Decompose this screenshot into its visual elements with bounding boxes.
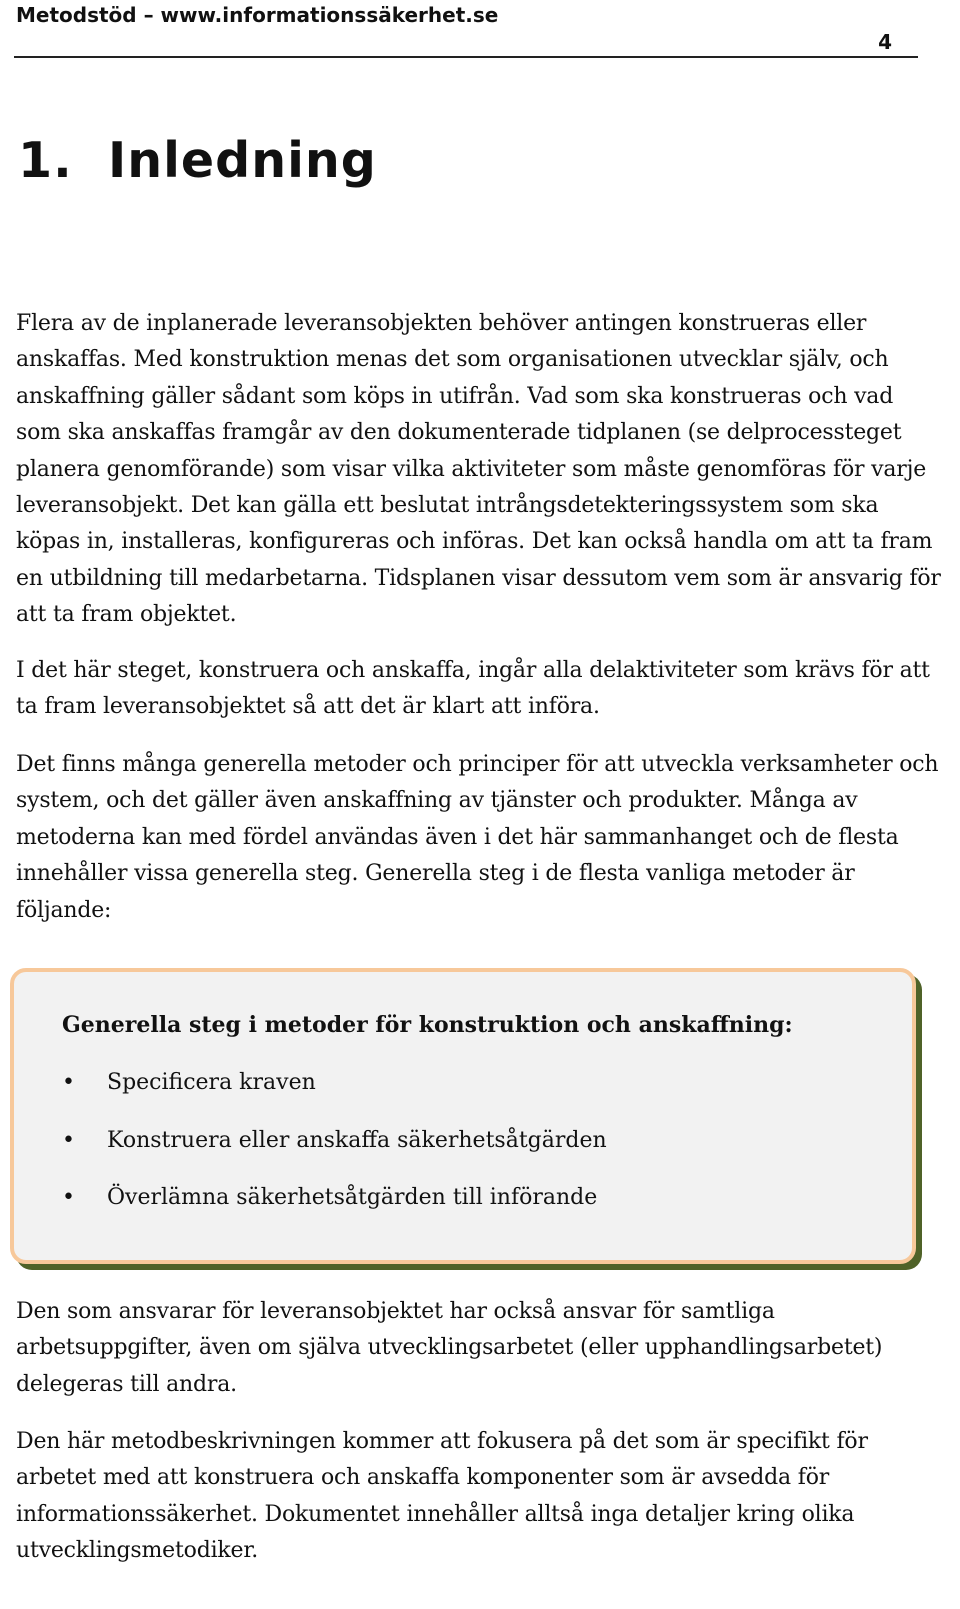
list-item-text: Överlämna säkerhetsåtgärden till införande [107,1185,598,1210]
bullet-icon: • [62,1185,75,1210]
body-paragraph: Den som ansvarar för leveransobjektet har också ansvar för samtliga arbetsuppgifter, även om själva utvecklingsarbetet (eller upphandlingsarbetet) delegeras till andra. [16,1299,883,1397]
body-paragraph: Det finns många generella metoder och principer för att utveckla verksamheter och system, och det gäller även anskaffning av tjänster och produkter. Många av metoderna kan med fördel användas även i det här sammanhanget och de flesta innehåller vissa generella steg. Generella steg i de flesta vanliga metoder är följande: [16,752,939,923]
callout-title: Generella steg i metoder för konstruktion och anskaffning: [62,1012,793,1038]
chapter-title: Inledning [108,132,377,189]
list-item [62,1183,607,1241]
chapter-heading [18,126,377,196]
page-number: 4 [878,30,892,54]
callout-box [10,968,916,1264]
page-header [14,2,918,58]
chapter-number: 1. [18,132,73,189]
list-item-text: Konstruera eller anskaffa säkerhetsåtgärden [107,1127,607,1153]
callout-list [62,1068,607,1241]
body-paragraph: Flera av de inplanerade leveransobjekten behöver antingen konstrueras eller anskaffas. Med konstruktion menas det som organisationen utvecklar själv, och anskaffning gäller sådant som köps in utifrån. Vad som ska konstrueras och vad som ska anskaffas framgår av den dokumenterade tidplanen (se delprocessteget planera genomförande) som visar vilka aktiviteter som måste genomföras för varje leveransobjekt. Det kan gälla ett beslutat intrångsdetekteringssystem som ska köpas in, installeras, konfigureras och införas. Det kan också handla om att ta fram en utbildning till medarbetarna. Tidsplanen visar dessutom vem som är ansvarig för att ta fram objektet. [16,311,941,628]
list-item [62,1126,607,1184]
header-brand: Metodstöd – www.informationssäkerhet.se [16,3,499,27]
list-item-text: Specificera kraven [107,1070,316,1095]
body-paragraph: I det här steget, konstruera och anskaffa, ingår alla delaktiviteter som krävs för att ta fram leveransobjektet så att det är klart att införa. [16,658,930,720]
bullet-icon: • [62,1070,75,1095]
body-paragraph: Den här metodbeskrivningen kommer att fokusera på det som är specifikt för arbetet med att konstruera och anskaffa komponenter som är avsedda för informationssäkerhet. Dokumentet innehåller alltså inga detaljer kring olika utvecklingsmetodiker. [16,1429,868,1564]
bullet-icon: • [62,1127,75,1153]
list-item [62,1068,607,1126]
